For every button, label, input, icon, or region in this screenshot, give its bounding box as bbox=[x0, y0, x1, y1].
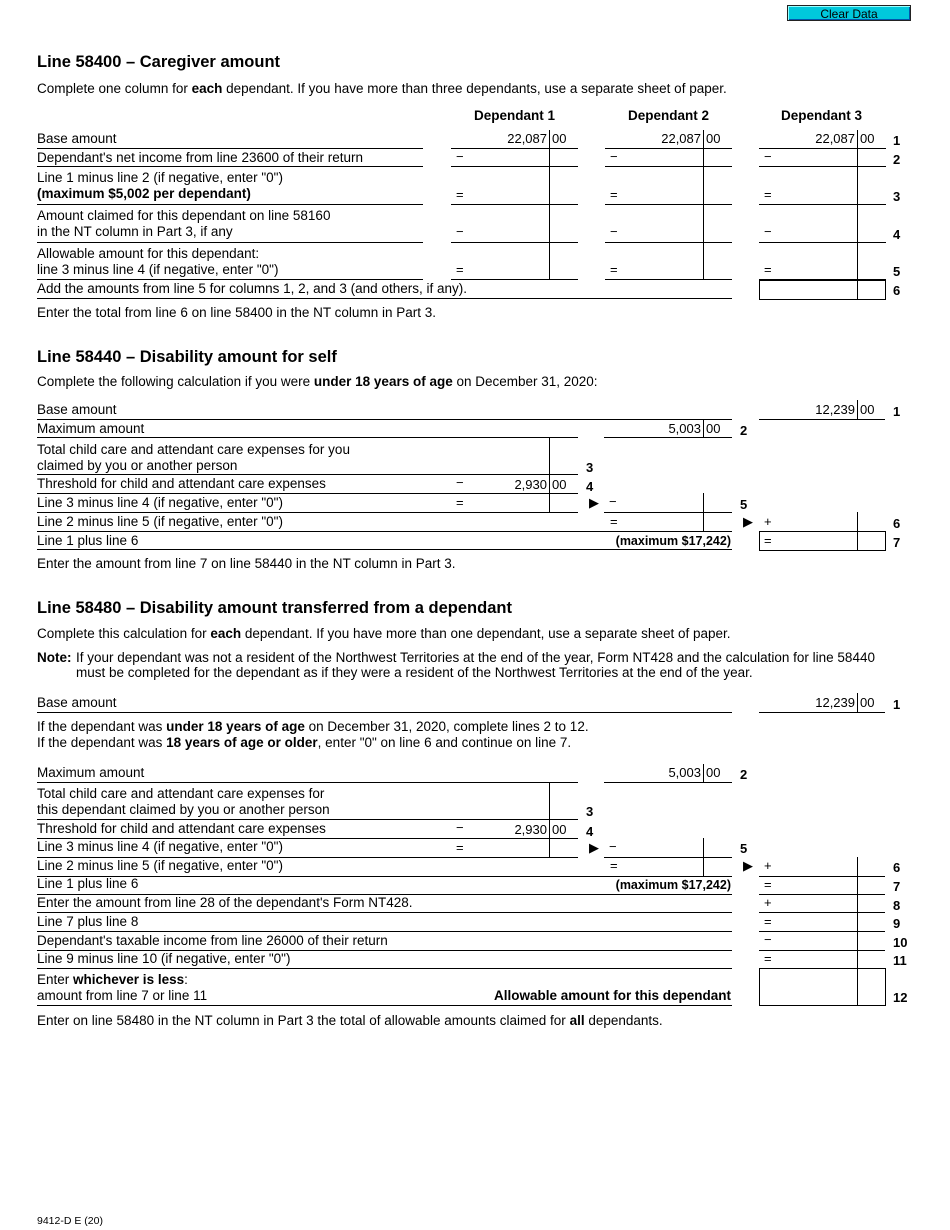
row-label: Line 2 minus line 5 (if negative, enter "0") bbox=[37, 514, 283, 529]
minus-sign: − bbox=[764, 932, 772, 947]
row-label: amount from line 7 or line 11 bbox=[37, 988, 208, 1003]
base-amount-value: 12,239 bbox=[815, 695, 855, 710]
section-title-caregiver: Line 58400 – Caregiver amount bbox=[37, 53, 281, 71]
divider bbox=[604, 512, 732, 513]
divider bbox=[605, 204, 732, 205]
divider bbox=[605, 242, 732, 243]
dependant-2-line-3-field[interactable] bbox=[606, 186, 702, 203]
divider bbox=[605, 166, 732, 167]
section-footer: Enter the total from line 6 on line 58400 in the NT column in Part 3. bbox=[37, 305, 436, 320]
divider bbox=[37, 166, 423, 167]
divider bbox=[604, 782, 732, 783]
line-7-field[interactable] bbox=[776, 877, 856, 893]
line-5-carry-field[interactable] bbox=[606, 495, 702, 511]
line-10-field[interactable] bbox=[776, 933, 856, 949]
divider bbox=[451, 279, 578, 280]
divider bbox=[604, 437, 732, 438]
allowable-amount-label: Allowable amount for this dependant bbox=[493, 988, 731, 1003]
line-number: 7 bbox=[893, 535, 901, 550]
row-label: Dependant's taxable income from line 26000 of their return bbox=[37, 933, 388, 948]
dependant-1-line-3-field[interactable] bbox=[452, 186, 548, 203]
equals-sign: = bbox=[610, 514, 618, 529]
cents-divider bbox=[857, 693, 858, 712]
divider bbox=[37, 437, 578, 438]
divider bbox=[759, 712, 885, 713]
maximum-amount-cents: 00 bbox=[706, 421, 721, 436]
minus-sign: − bbox=[456, 224, 464, 239]
cents-divider bbox=[857, 512, 858, 531]
intro-emphasis: under 18 years of age bbox=[313, 374, 453, 389]
note-text: If your dependant was not a resident of the Northwest Territories at the end of the year, Form NT428 and the calculation for line 58440 bbox=[76, 650, 875, 665]
row-label: Add the amounts from line 5 for columns 1, 2, and 3 (and others, if any). bbox=[37, 281, 467, 296]
dependant-2-line-5-field[interactable] bbox=[606, 261, 702, 278]
line-6-carry-field[interactable] bbox=[776, 514, 856, 530]
note-label: Note: bbox=[37, 650, 72, 665]
cents-divider bbox=[549, 437, 550, 512]
cents-divider bbox=[549, 130, 550, 279]
divider bbox=[37, 782, 578, 783]
line-7-total-field[interactable] bbox=[776, 532, 856, 549]
line-5-field[interactable] bbox=[452, 840, 548, 856]
arrow-icon: ▶ bbox=[743, 514, 753, 529]
divider bbox=[37, 549, 732, 550]
intro-text: dependant. If you have more than one dependant, use a separate sheet of paper. bbox=[241, 626, 731, 641]
dependant-3-line-3-field[interactable] bbox=[760, 186, 856, 203]
maximum-amount-value: 5,003 bbox=[668, 765, 701, 780]
divider bbox=[37, 493, 578, 494]
line-number: 4 bbox=[893, 227, 901, 242]
divider bbox=[451, 166, 578, 167]
cents-divider bbox=[857, 968, 858, 1006]
minus-sign: − bbox=[610, 224, 618, 239]
dependant-1-base-cents: 00 bbox=[552, 131, 567, 146]
cents-divider bbox=[703, 130, 704, 279]
dependant-1-base-value: 22,087 bbox=[507, 131, 547, 146]
maximum-note: (maximum $17,242) bbox=[615, 534, 731, 548]
base-amount-cents: 00 bbox=[860, 402, 875, 417]
divider bbox=[37, 242, 423, 243]
condition-part: If the dependant was bbox=[37, 719, 167, 734]
divider bbox=[759, 204, 886, 205]
equals-sign: = bbox=[456, 262, 464, 277]
dependant-3-line-4-field[interactable] bbox=[760, 224, 856, 241]
cents-divider bbox=[703, 764, 704, 782]
section-footer: Enter the amount from line 7 on line 58440 in the NT column in Part 3. bbox=[37, 556, 456, 571]
row-label: Line 9 minus line 10 (if negative, enter "0") bbox=[37, 951, 291, 966]
cents-divider bbox=[549, 782, 550, 857]
line-12-total-field[interactable] bbox=[760, 986, 856, 1003]
arrow-icon: ▶ bbox=[589, 495, 599, 510]
threshold-value: 2,930 bbox=[514, 477, 547, 492]
row-label: Total child care and attendant care expenses for bbox=[37, 786, 325, 801]
dependant-3-base-cents: 00 bbox=[860, 131, 875, 146]
row-label: Maximum amount bbox=[37, 421, 145, 436]
column-header-dependant-1: Dependant 1 bbox=[473, 108, 555, 123]
minus-sign: − bbox=[609, 839, 617, 854]
divider bbox=[37, 1005, 732, 1006]
divider bbox=[37, 876, 732, 877]
maximum-note: (maximum $17,242) bbox=[615, 878, 731, 892]
row-label: Line 1 plus line 6 bbox=[37, 876, 139, 891]
divider bbox=[37, 912, 732, 913]
divider bbox=[759, 166, 886, 167]
row-label: Maximum amount bbox=[37, 765, 145, 780]
line-number: 1 bbox=[893, 404, 901, 419]
divider bbox=[37, 819, 578, 820]
line-number: 11 bbox=[893, 953, 907, 968]
line-6-total-field[interactable] bbox=[760, 281, 856, 298]
condition-part: , enter "0" on line 6 and continue on line 7. bbox=[317, 735, 572, 750]
row-label: Threshold for child and attendant care expenses bbox=[37, 821, 326, 836]
line-number: 5 bbox=[893, 264, 901, 279]
row-label: Line 3 minus line 4 (if negative, enter "0") bbox=[37, 839, 283, 854]
dependant-2-base-cents: 00 bbox=[706, 131, 721, 146]
column-header-dependant-3: Dependant 3 bbox=[780, 108, 862, 123]
row-label: Dependant's net income from line 23600 of their return bbox=[37, 150, 364, 165]
line-number: 4 bbox=[586, 479, 594, 494]
intro-text: dependant. If you have more than three dependants, use a separate sheet of paper. bbox=[222, 81, 727, 96]
minus-sign: − bbox=[456, 149, 464, 164]
divider bbox=[37, 531, 732, 532]
equals-sign: = bbox=[456, 187, 464, 202]
dependant-2-line-2-field[interactable] bbox=[606, 149, 702, 166]
equals-sign: = bbox=[764, 914, 772, 929]
line-number: 12 bbox=[893, 990, 908, 1005]
intro-text: Complete this calculation for bbox=[37, 626, 211, 641]
section-title-disability-transferred: Line 58480 – Disability amount transferred from a dependant bbox=[37, 599, 512, 617]
cents-divider bbox=[703, 838, 704, 876]
condition-text bbox=[37, 719, 589, 734]
base-amount-cents: 00 bbox=[860, 695, 875, 710]
cents-divider bbox=[857, 400, 858, 419]
row-label: Threshold for child and attendant care expenses bbox=[37, 476, 326, 491]
line-8-field[interactable] bbox=[776, 895, 856, 911]
equals-sign: = bbox=[610, 187, 618, 202]
line-number: 8 bbox=[893, 898, 901, 913]
line-5-carry-field[interactable] bbox=[606, 840, 702, 856]
section-intro bbox=[37, 81, 727, 96]
line-number: 2 bbox=[893, 152, 901, 167]
line-9-field[interactable] bbox=[776, 914, 856, 930]
row-label: Line 3 minus line 4 (if negative, enter "0") bbox=[37, 495, 283, 510]
dependant-2-base-value: 22,087 bbox=[661, 131, 701, 146]
dependant-3-base-value: 22,087 bbox=[815, 131, 855, 146]
row-label: in the NT column in Part 3, if any bbox=[37, 224, 233, 239]
threshold-value: 2,930 bbox=[514, 822, 547, 837]
row-label-part: Enter bbox=[37, 972, 74, 987]
divider bbox=[451, 242, 578, 243]
form-code: 9412-D E (20) bbox=[37, 1215, 103, 1227]
footer-part: Enter on line 58480 in the NT column in Part 3 the total of allowable amounts claimed for bbox=[37, 1013, 570, 1028]
row-label: claimed by you or another person bbox=[37, 458, 238, 473]
line-6-field[interactable] bbox=[606, 514, 702, 530]
row-label: Base amount bbox=[37, 402, 117, 417]
row-label: Amount claimed for this dependant on line 58160 bbox=[37, 208, 331, 223]
line-number: 3 bbox=[893, 189, 901, 204]
row-label: Line 2 minus line 5 (if negative, enter "0") bbox=[37, 858, 283, 873]
row-label: Line 1 minus line 2 (if negative, enter "0") bbox=[37, 170, 283, 185]
equals-sign: = bbox=[456, 495, 464, 510]
row-label: (maximum $5,002 per dependant) bbox=[37, 186, 251, 201]
row-label bbox=[37, 972, 188, 987]
equals-sign: = bbox=[456, 840, 464, 855]
line-number: 5 bbox=[740, 497, 748, 512]
cents-divider bbox=[703, 420, 704, 437]
equals-sign: = bbox=[610, 262, 618, 277]
dependant-2-line-4-field[interactable] bbox=[606, 224, 702, 241]
divider bbox=[759, 931, 885, 932]
line-6-carry-field[interactable] bbox=[776, 859, 856, 875]
divider bbox=[37, 968, 732, 969]
line-number: 3 bbox=[586, 460, 594, 475]
arrow-icon: ▶ bbox=[743, 858, 753, 873]
divider bbox=[759, 242, 886, 243]
divider bbox=[37, 474, 578, 475]
clear-data-button[interactable]: Clear Data bbox=[787, 5, 911, 21]
row-label-part: : bbox=[184, 972, 188, 987]
dependant-1-line-5-field[interactable] bbox=[452, 261, 548, 278]
equals-sign: = bbox=[764, 533, 772, 548]
minus-sign: − bbox=[764, 224, 772, 239]
minus-sign: − bbox=[764, 149, 772, 164]
line-6-field[interactable] bbox=[606, 859, 702, 875]
divider bbox=[37, 148, 423, 149]
section-intro bbox=[37, 626, 731, 641]
line-number: 6 bbox=[893, 283, 901, 298]
section-title-disability-self: Line 58440 – Disability amount for self bbox=[37, 348, 337, 366]
cents-divider bbox=[857, 130, 858, 279]
section-intro bbox=[37, 374, 598, 389]
plus-sign: + bbox=[764, 514, 772, 529]
condition-text bbox=[37, 735, 571, 750]
minus-sign: − bbox=[456, 820, 464, 835]
divider bbox=[37, 204, 423, 205]
divider bbox=[37, 419, 732, 420]
intro-text: Complete the following calculation if you were bbox=[37, 374, 314, 389]
row-label: Line 1 plus line 6 bbox=[37, 533, 139, 548]
column-header-dependant-2: Dependant 2 bbox=[627, 108, 709, 123]
minus-sign: − bbox=[456, 475, 464, 490]
equals-sign: = bbox=[610, 858, 618, 873]
equals-sign: = bbox=[764, 877, 772, 892]
row-label: this dependant claimed by you or another person bbox=[37, 802, 330, 817]
row-label: Total child care and attendant care expenses for you bbox=[37, 442, 350, 457]
cents-divider bbox=[857, 280, 858, 300]
footer-part: dependants. bbox=[584, 1013, 663, 1028]
condition-part: on December 31, 2020, complete lines 2 to 12. bbox=[304, 719, 589, 734]
threshold-cents: 00 bbox=[552, 477, 567, 492]
dependant-3-line-2-field[interactable] bbox=[760, 149, 856, 166]
divider bbox=[759, 419, 885, 420]
condition-emphasis: under 18 years of age bbox=[166, 719, 305, 734]
dependant-1-line-2-field[interactable] bbox=[452, 149, 548, 166]
line-11-field[interactable] bbox=[776, 951, 856, 967]
line-number: 6 bbox=[893, 516, 901, 531]
dependant-3-line-5-field[interactable] bbox=[760, 261, 856, 278]
base-amount-value: 12,239 bbox=[815, 402, 855, 417]
minus-sign: − bbox=[610, 149, 618, 164]
row-label: Enter the amount from line 28 of the dependant's Form NT428. bbox=[37, 895, 413, 910]
cents-divider bbox=[857, 531, 858, 550]
row-label: Base amount bbox=[37, 695, 117, 710]
footer-emphasis: all bbox=[569, 1013, 585, 1028]
row-label: Base amount bbox=[37, 131, 117, 146]
threshold-cents: 00 bbox=[552, 822, 567, 837]
intro-text: on December 31, 2020: bbox=[452, 374, 598, 389]
row-label-emphasis: whichever is less bbox=[73, 972, 185, 987]
divider bbox=[759, 912, 885, 913]
line-number: 4 bbox=[586, 824, 594, 839]
dependant-1-line-4-field[interactable] bbox=[452, 224, 548, 241]
child-care-expenses-field[interactable] bbox=[452, 457, 548, 473]
minus-sign: − bbox=[609, 494, 617, 509]
divider bbox=[451, 204, 578, 205]
condition-part: If the dependant was bbox=[37, 735, 167, 750]
row-label: line 3 minus line 4 (if negative, enter "0") bbox=[37, 262, 279, 277]
line-number: 1 bbox=[893, 133, 901, 148]
divider bbox=[37, 712, 732, 713]
equals-sign: = bbox=[764, 262, 772, 277]
equals-sign: = bbox=[764, 951, 772, 966]
line-number: 1 bbox=[893, 697, 901, 712]
arrow-icon: ▶ bbox=[589, 840, 599, 855]
intro-emphasis: each bbox=[191, 81, 223, 96]
intro-emphasis: each bbox=[210, 626, 242, 641]
intro-text: Complete one column for bbox=[37, 81, 192, 96]
line-5-field[interactable] bbox=[452, 495, 548, 511]
divider bbox=[37, 298, 732, 299]
note-text: must be completed for the dependant as if they were a resident of the Northwest Territories at the end of the year. bbox=[76, 665, 753, 680]
section-footer bbox=[37, 1013, 663, 1028]
row-label: Allowable amount for this dependant: bbox=[37, 246, 260, 261]
divider bbox=[37, 512, 578, 513]
child-care-expenses-field[interactable] bbox=[452, 802, 548, 818]
divider bbox=[605, 279, 732, 280]
line-number: 9 bbox=[893, 916, 901, 931]
line-number: 2 bbox=[740, 423, 748, 438]
maximum-amount-value: 5,003 bbox=[668, 421, 701, 436]
condition-emphasis: 18 years of age or older bbox=[166, 735, 318, 750]
line-number: 10 bbox=[893, 935, 908, 950]
plus-sign: + bbox=[764, 858, 772, 873]
plus-sign: + bbox=[764, 895, 772, 910]
line-number: 3 bbox=[586, 804, 594, 819]
maximum-amount-cents: 00 bbox=[706, 765, 721, 780]
equals-sign: = bbox=[764, 187, 772, 202]
line-number: 5 bbox=[740, 841, 748, 856]
line-number: 6 bbox=[893, 860, 901, 875]
line-number: 7 bbox=[893, 879, 901, 894]
row-label: Line 7 plus line 8 bbox=[37, 914, 139, 929]
cents-divider bbox=[703, 493, 704, 531]
divider bbox=[604, 857, 732, 858]
divider bbox=[37, 931, 732, 932]
line-number: 2 bbox=[740, 767, 748, 782]
divider bbox=[37, 279, 423, 280]
